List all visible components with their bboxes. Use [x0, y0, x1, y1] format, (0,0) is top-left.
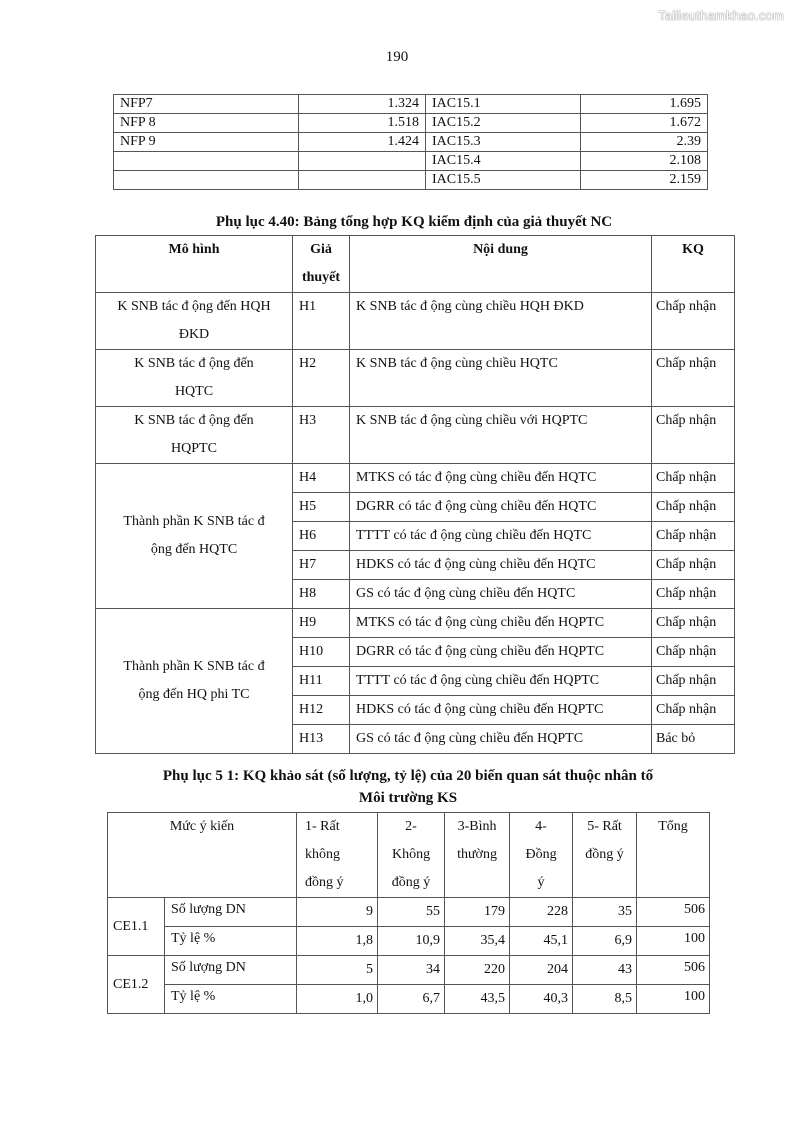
- hypothesis-row: [96, 464, 735, 493]
- hypothesis-result: Bác bỏ: [652, 725, 735, 754]
- header-disagree: [378, 813, 445, 898]
- hypothesis-content: MTKS có tác đ ộng cùng chiều đến HQPTC: [350, 609, 652, 638]
- survey-value: 35,4: [445, 927, 510, 956]
- survey-value: 35: [573, 898, 637, 927]
- header-hypothesis-line2: thuyết: [301, 270, 341, 285]
- hypothesis-id: H12: [293, 696, 350, 725]
- caption-line-1: Phụ lục 5 1: KQ khảo sát (số lượng, tỷ lệ) của 20 biến quan sát thuộc nhân tố: [162, 768, 654, 784]
- hypothesis-result: Chấp nhận: [652, 609, 735, 638]
- survey-value: 43,5: [445, 985, 510, 1014]
- model-line-1: K SNB tác đ ộng đến: [134, 356, 254, 371]
- survey-value: 204: [510, 956, 573, 985]
- hypothesis-content: TTTT có tác đ ộng cùng chiều đến HQTC: [350, 522, 652, 551]
- survey-value: 1,0: [297, 985, 378, 1014]
- item-code: CE1.2: [108, 956, 165, 1014]
- model-line-2: ĐKD: [178, 327, 210, 342]
- header-opinion-level: Mức ý kiến: [108, 813, 297, 898]
- vif-table: [113, 94, 708, 190]
- h-c3-l2: thường: [457, 847, 497, 862]
- header-strongly-disagree: [297, 813, 378, 898]
- item-code-left: NFP 9: [114, 133, 299, 152]
- item-code-right: IAC15.5: [426, 171, 581, 190]
- h-c4-l3: ý: [537, 875, 545, 890]
- header-neutral: [445, 813, 510, 898]
- survey-value: 5: [297, 956, 378, 985]
- header-total: Tổng: [637, 813, 710, 898]
- survey-value: 179: [445, 898, 510, 927]
- model-cell: [96, 464, 293, 609]
- hypothesis-id: H8: [293, 580, 350, 609]
- survey-total: 100: [637, 985, 710, 1014]
- vif-value-left: [299, 152, 426, 171]
- header-result: KQ: [652, 236, 735, 293]
- table-row: [114, 95, 708, 114]
- survey-value: 8,5: [573, 985, 637, 1014]
- survey-value: 6,7: [378, 985, 445, 1014]
- vif-value-right: 2.108: [581, 152, 708, 171]
- hypothesis-row: [96, 350, 735, 407]
- hypothesis-id: H6: [293, 522, 350, 551]
- item-code-left: NFP 8: [114, 114, 299, 133]
- survey-total: 506: [637, 956, 710, 985]
- h-c3-l1: 3-Bình: [457, 819, 497, 834]
- item-code: CE1.1: [108, 898, 165, 956]
- hypothesis-row: [96, 609, 735, 638]
- h-c1-l1: 1- Rất: [305, 819, 340, 834]
- watermark: Tailieuthamkhao.com: [658, 8, 784, 23]
- hypothesis-result: Chấp nhận: [652, 551, 735, 580]
- hypothesis-id: H9: [293, 609, 350, 638]
- header-hypothesis-line1: Giả: [310, 242, 332, 257]
- model-line-2: ộng đến HQ phi TC: [138, 687, 250, 702]
- vif-value-left: [299, 171, 426, 190]
- table-row: [114, 171, 708, 190]
- vif-value-left: 1.324: [299, 95, 426, 114]
- vif-value-right: 1.672: [581, 114, 708, 133]
- survey-row: [108, 927, 710, 956]
- hypothesis-id: H1: [293, 293, 350, 350]
- survey-value: 6,9: [573, 927, 637, 956]
- row-label: Tỷ lệ %: [165, 985, 297, 1014]
- hypothesis-content: K SNB tác đ ộng cùng chiều HQH ĐKD: [350, 293, 652, 350]
- survey-value: 228: [510, 898, 573, 927]
- model-line-2: HQPTC: [171, 441, 217, 456]
- h-c2-l1: 2-: [405, 819, 417, 834]
- row-label: Tỷ lệ %: [165, 927, 297, 956]
- survey-total: 100: [637, 927, 710, 956]
- model-line-1: Thành phần K SNB tác đ: [123, 659, 265, 674]
- item-code-right: IAC15.3: [426, 133, 581, 152]
- hypothesis-result: Chấp nhận: [652, 696, 735, 725]
- vif-value-left: 1.518: [299, 114, 426, 133]
- hypothesis-content: DGRR có tác đ ộng cùng chiều đến HQPTC: [350, 638, 652, 667]
- hypothesis-content: TTTT có tác đ ộng cùng chiều đến HQPTC: [350, 667, 652, 696]
- survey-value: 45,1: [510, 927, 573, 956]
- hypothesis-result: Chấp nhận: [652, 293, 735, 350]
- row-label: Số lượng DN: [165, 898, 297, 927]
- h-c4-l2: Đồng: [525, 847, 557, 862]
- hypothesis-id: H4: [293, 464, 350, 493]
- model-cell: [96, 609, 293, 754]
- model-line-2: ộng đến HQTC: [150, 542, 238, 557]
- hypothesis-content: MTKS có tác đ ộng cùng chiều đến HQTC: [350, 464, 652, 493]
- table-row: [114, 114, 708, 133]
- hypothesis-id: H5: [293, 493, 350, 522]
- item-code-right: IAC15.2: [426, 114, 581, 133]
- item-code-left: NFP7: [114, 95, 299, 114]
- h-c1-l2: không: [305, 847, 341, 862]
- hypothesis-id: H2: [293, 350, 350, 407]
- vif-value-left: 1.424: [299, 133, 426, 152]
- survey-value: 34: [378, 956, 445, 985]
- hypothesis-content: GS có tác đ ộng cùng chiều đến HQPTC: [350, 725, 652, 754]
- h-c4-l1: 4-: [535, 819, 547, 834]
- item-code-left: [114, 171, 299, 190]
- vif-value-right: 2.159: [581, 171, 708, 190]
- model-cell: [96, 407, 293, 464]
- model-cell: [96, 350, 293, 407]
- vif-value-right: 1.695: [581, 95, 708, 114]
- hypothesis-row: [96, 293, 735, 350]
- hypothesis-id: H10: [293, 638, 350, 667]
- h-c5-l1: 5- Rất: [587, 819, 622, 834]
- h-c2-l3: đồng ý: [391, 875, 431, 890]
- h-c2-l2: Không: [391, 847, 431, 862]
- hypothesis-result: Chấp nhận: [652, 464, 735, 493]
- model-line-2: HQTC: [174, 384, 214, 399]
- hypothesis-result: Chấp nhận: [652, 493, 735, 522]
- model-line-1: K SNB tác đ ộng đến: [134, 413, 254, 428]
- vif-value-right: 2.39: [581, 133, 708, 152]
- survey-value: 220: [445, 956, 510, 985]
- model-line-1: K SNB tác đ ộng đến HQH: [117, 299, 271, 314]
- hypothesis-id: H11: [293, 667, 350, 696]
- survey-value: 1,8: [297, 927, 378, 956]
- survey-value: 43: [573, 956, 637, 985]
- item-code-left: [114, 152, 299, 171]
- hypothesis-content: K SNB tác đ ộng cùng chiều với HQPTC: [350, 407, 652, 464]
- hypothesis-content: HDKS có tác đ ộng cùng chiều đến HQTC: [350, 551, 652, 580]
- survey-value: 55: [378, 898, 445, 927]
- table-row: [114, 152, 708, 171]
- caption-line-2: Môi trường KS: [358, 790, 458, 806]
- h-c1-l3: đồng ý: [305, 875, 344, 890]
- hypothesis-content: HDKS có tác đ ộng cùng chiều đến HQPTC: [350, 696, 652, 725]
- header-agree: [510, 813, 573, 898]
- model-line-1: Thành phần K SNB tác đ: [123, 514, 265, 529]
- hypothesis-id: H7: [293, 551, 350, 580]
- table-row: [114, 133, 708, 152]
- hypothesis-content: K SNB tác đ ộng cùng chiều HQTC: [350, 350, 652, 407]
- row-label: Số lượng DN: [165, 956, 297, 985]
- hypothesis-row: [96, 407, 735, 464]
- hypothesis-result: Chấp nhận: [652, 667, 735, 696]
- survey-total: 506: [637, 898, 710, 927]
- item-code-right: IAC15.1: [426, 95, 581, 114]
- hypothesis-result: Chấp nhận: [652, 407, 735, 464]
- hypothesis-table: [95, 235, 735, 754]
- hypothesis-content: DGRR có tác đ ộng cùng chiều đến HQTC: [350, 493, 652, 522]
- survey-value: 9: [297, 898, 378, 927]
- header-strongly-agree: [573, 813, 637, 898]
- model-cell: [96, 293, 293, 350]
- page-number: 190: [385, 49, 409, 65]
- survey-value: 40,3: [510, 985, 573, 1014]
- survey-row: [108, 985, 710, 1014]
- hypothesis-result: Chấp nhận: [652, 580, 735, 609]
- hypothesis-result: Chấp nhận: [652, 522, 735, 551]
- hypothesis-id: H13: [293, 725, 350, 754]
- header-model: Mô hình: [96, 236, 293, 293]
- hypothesis-id: H3: [293, 407, 350, 464]
- survey-table: [107, 812, 710, 1014]
- survey-row: [108, 898, 710, 927]
- table-caption-survey: [0, 765, 794, 809]
- survey-row: [108, 956, 710, 985]
- header-content: Nội dung: [350, 236, 652, 293]
- table-caption-hypotheses: Phụ lục 4.40: Bảng tổng hợp KQ kiểm định của giả thuyết NC: [215, 214, 613, 230]
- header-hypothesis: [293, 236, 350, 293]
- survey-value: 10,9: [378, 927, 445, 956]
- h-c5-l2: đồng ý: [585, 847, 624, 862]
- hypothesis-content: GS có tác đ ộng cùng chiều đến HQTC: [350, 580, 652, 609]
- hypothesis-result: Chấp nhận: [652, 638, 735, 667]
- item-code-right: IAC15.4: [426, 152, 581, 171]
- hypothesis-result: Chấp nhận: [652, 350, 735, 407]
